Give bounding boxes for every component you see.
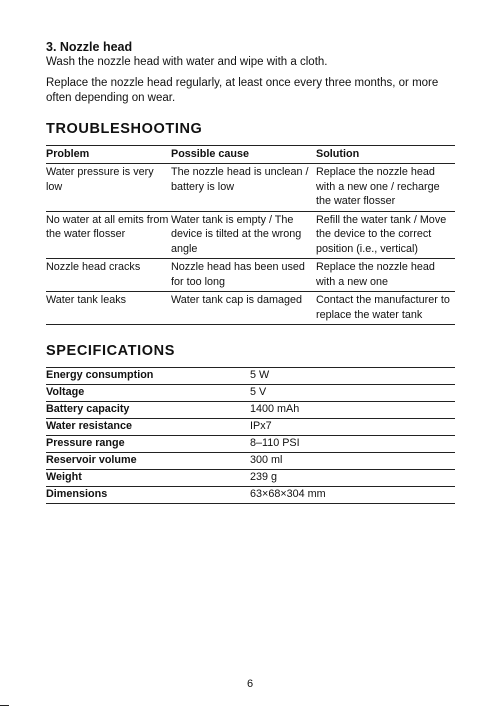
header-solution: Solution: [316, 145, 455, 164]
cause-cell: The nozzle head is unclean / battery is low: [171, 164, 316, 212]
spec-value: 8–110 PSI: [250, 436, 455, 453]
spec-row: [46, 368, 455, 385]
spec-label: Battery capacity: [46, 402, 250, 419]
header-problem: Problem: [46, 145, 171, 164]
solution-cell: Replace the nozzle head with a new one / recharge the water flosser: [316, 164, 455, 212]
table-row: [46, 259, 455, 292]
specifications-title: SPECIFICATIONS: [46, 343, 175, 359]
specifications-table: [46, 367, 455, 504]
spec-label: Voltage: [46, 385, 250, 402]
spec-value: 5 V: [250, 385, 455, 402]
spec-value: 5 W: [250, 368, 455, 385]
header-cause: Possible cause: [171, 145, 316, 164]
spec-label: Pressure range: [46, 436, 250, 453]
problem-cell: Water pressure is very low: [46, 164, 171, 212]
spec-row: [46, 453, 455, 470]
troubleshooting-title: TROUBLESHOOTING: [46, 120, 203, 137]
spec-row: [46, 436, 455, 453]
problem-cell: No water at all emits from the water flosser: [46, 211, 171, 259]
solution-cell: Replace the nozzle head with a new one: [316, 259, 455, 292]
nozzle-paragraph-1: Wash the nozzle head with water and wipe with a cloth.: [46, 56, 328, 68]
spec-value: IPx7: [250, 419, 455, 436]
cause-cell: Nozzle head has been used for too long: [171, 259, 316, 292]
page-number: 6: [246, 678, 254, 690]
troubleshooting-header-row: [46, 145, 455, 164]
nozzle-heading: 3. Nozzle head: [46, 40, 133, 54]
spec-row: [46, 419, 455, 436]
spec-row: [46, 470, 455, 487]
spec-label: Dimensions: [46, 487, 250, 504]
spec-label: Weight: [46, 470, 250, 487]
spec-row: [46, 402, 455, 419]
page-content: [46, 40, 455, 504]
crop-mark: [0, 705, 9, 706]
table-row: [46, 164, 455, 212]
solution-cell: Refill the water tank / Move the device to the correct position (i.e., vertical): [316, 211, 455, 259]
spec-row: [46, 385, 455, 402]
spec-value: 63×68×304 mm: [250, 487, 455, 504]
problem-cell: Water tank leaks: [46, 292, 171, 325]
table-row: [46, 211, 455, 259]
cause-cell: Water tank cap is damaged: [171, 292, 316, 325]
spec-value: 1400 mAh: [250, 402, 455, 419]
solution-cell: Contact the manufacturer to replace the water tank: [316, 292, 455, 325]
problem-cell: Nozzle head cracks: [46, 259, 171, 292]
spec-value: 239 g: [250, 470, 455, 487]
spec-value: 300 ml: [250, 453, 455, 470]
cause-cell: Water tank is empty / The device is tilted at the wrong angle: [171, 211, 316, 259]
spec-row: [46, 487, 455, 504]
troubleshooting-table: [46, 145, 455, 326]
table-row: [46, 292, 455, 325]
spec-label: Reservoir volume: [46, 453, 250, 470]
spec-label: Energy consumption: [46, 368, 250, 385]
spec-label: Water resistance: [46, 419, 250, 436]
nozzle-paragraph-2: Replace the nozzle head regularly, at least once every three months, or more often depending on wear.: [46, 76, 439, 104]
